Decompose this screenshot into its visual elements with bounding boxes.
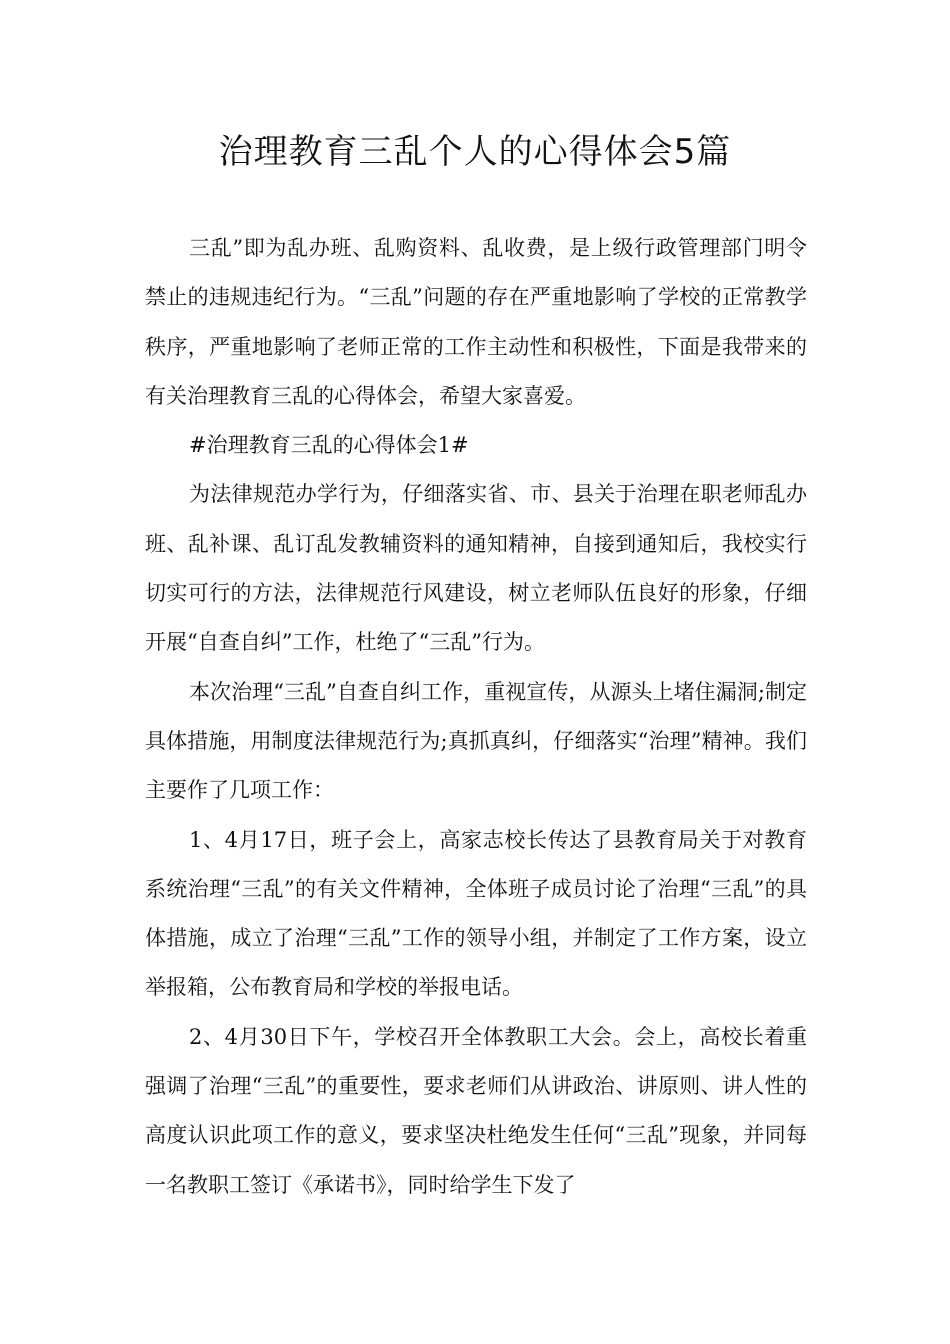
list-item-paragraph: 1、4月17日，班子会上，高家志校长传达了县教育局关于对教育系统治理“三乱”的有关文件精神，全体班子成员讨论了治理“三乱”的具体措施，成立了治理“三乱”工作的领导小组，并制定了工作方案，设立举报箱，公布教育局和学校的举报电话。: [145, 827, 807, 1000]
section-heading: #治理教育三乱的心得体会1#: [189, 433, 469, 458]
intro-paragraph: 三乱”即为乱办班、乱购资料、乱收费，是上级行政管理部门明令禁止的违规违纪行为。“三乱”问题的存在严重地影响了学校的正常教学秩序，严重地影响了老师正常的工作主动性和积极性，下面是我带来的有关治理教育三乱的心得体会，希望大家喜爱。: [145, 236, 807, 408]
document-body: [145, 224, 807, 1210]
list-item-paragraph: 2、4月30日下午，学校召开全体教职工大会。会上，高校长着重强调了治理“三乱”的重要性，要求老师们从讲政治、讲原则、讲人性的高度认识此项工作的意义，要求坚决杜绝发生任何“三乱”现象，并同每一名教职工签订《承诺书》，同时给学生下发了: [145, 1024, 807, 1197]
document-title: 治理教育三乱个人的心得体会5篇: [218, 132, 732, 172]
body-paragraph: 本次治理“三乱”自查自纠工作，重视宣传，从源头上堵住漏洞;制定具体措施，用制度法律规范行为;真抓真纠，仔细落实“治理”精神。我们主要作了几项工作：: [145, 679, 807, 803]
body-paragraph: 为法律规范办学行为，仔细落实省、市、县关于治理在职老师乱办班、乱补课、乱订乱发教辅资料的通知精神，自接到通知后，我校实行切实可行的方法，法律规范行风建设，树立老师队伍良好的形象，仔细开展“自查自纠”工作，杜绝了“三乱”行为。: [145, 482, 807, 655]
